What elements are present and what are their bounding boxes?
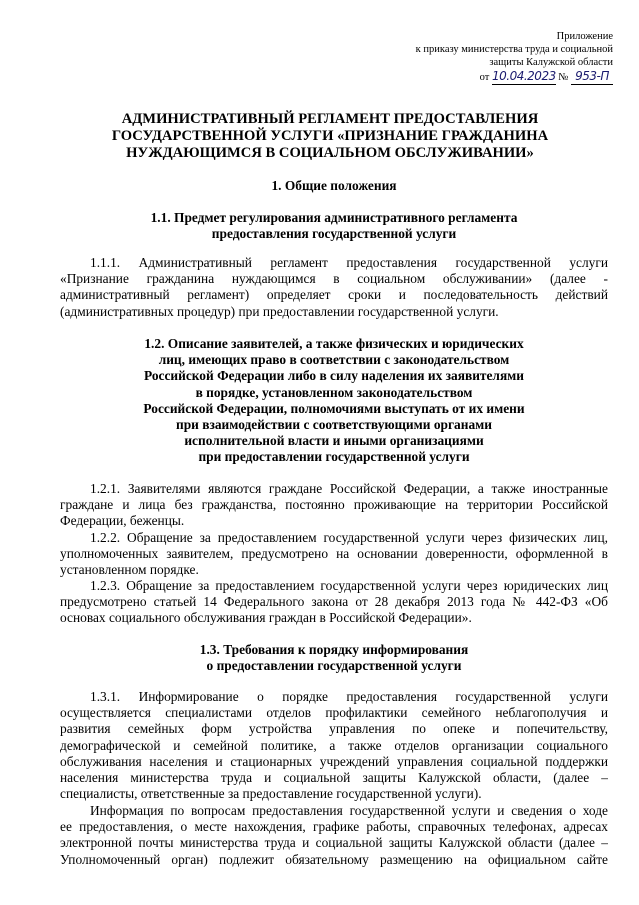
subsection-heading-1-1: 1.1. Предмет регулирования административного регламента предоставления государственной услуги [150,210,518,242]
order-date [492,70,556,85]
handwritten-date: 10.04.2023 [492,69,556,83]
paragraph-1-3-1: 1.3.1. Информирование о порядке предоставления государственной услуги осуществляется специалистами отделов профилактики семейного неблагополучия и развития семейных форм устройства управления по опеке и попечительству, демографической и семейной политике, а также отделов организации социального обслуживания населения и стационарных учреждений управления социальной поддержки населения министерства труда и социальной защиты Калужской области, (далее – специалисты, ответственные за предоставление государственной услуги). [60,689,608,802]
subsection-heading-1-2: 1.2. Описание заявителей, а также физических и юридических лиц, имеющих право в соответствии с законодательством Российской Федерации либо в силу наделения их заявителями в порядке, установленном законодательством Российской Федерации, полномочиями выступать от их имени при взаимодействии с соответствующими органами исполнительной власти и иными организациями при предоставлении государственной услуги [143,336,525,465]
title-line: ГОСУДАРСТВЕННОЙ УСЛУГИ «ПРИЗНАНИЕ ГРАЖДАНИНА [111,128,549,144]
paragraph-1-2-2: 1.2.2. Обращение за предоставлением государственной услуги через физических лиц, уполномоченных заявителем, предусмотрено на основании доверенности, оформленной в установленном порядке. [60,530,608,578]
paragraph-1-2-3: 1.2.3. Обращение за предоставлением государственной услуги через юридических лиц предусмотрено статьей 14 Федерального закона от 28 декабря 2013 года № 442-ФЗ «Об основах социального обслуживания граждан в Российской Федерации». [60,578,608,626]
title-line: НУЖДАЮЩИМСЯ В СОЦИАЛЬНОМ ОБСЛУЖИВАНИИ» [126,145,534,161]
order-number [571,70,613,85]
appendix-line: к приказу министерства труда и социальной [415,44,613,55]
date-prefix: от [479,72,490,83]
section-heading: 1. Общие положения [271,178,397,193]
paragraph-information: Информация по вопросам предоставления государственной услуги и сведения о ходе ее предоставления, о месте нахождения, графике работы, справочных телефонах, адресах электронной почты министерства труда и социальной защиты Калужской области (далее – Уполномоченный орган) подлежит обязательному размещению на официальном сайте [60,803,608,867]
appendix-block [373,30,613,85]
title-line: АДМИНИСТРАТИВНЫЙ РЕГЛАМЕНТ ПРЕДОСТАВЛЕНИЯ [121,111,539,127]
paragraph-1-1-1: 1.1.1. Административный регламент предоставления государственной услуги «Признание гражданина нуждающимся в социальном обслуживании» (далее - административный регламент) определяет сроки и последовательность действий (административных процедур) при предоставлении государственной услуги. [60,255,608,319]
order-date-number [373,70,613,85]
handwritten-number: 953-П [575,69,609,83]
document-title [110,111,550,162]
paragraph-1-2-1: 1.2.1. Заявителями являются граждане Российской Федерации, а также иностранные граждане и лица без гражданства, постоянно проживающие на территории Российской Федерации, беженцы. [60,481,608,529]
appendix-line: защиты Калужской области [489,57,613,68]
appendix-line: Приложение [556,31,613,42]
subsection-heading-1-3: 1.3. Требования к порядку информирования о предоставлении государственной услуги [199,642,469,674]
number-prefix: № [558,72,569,83]
